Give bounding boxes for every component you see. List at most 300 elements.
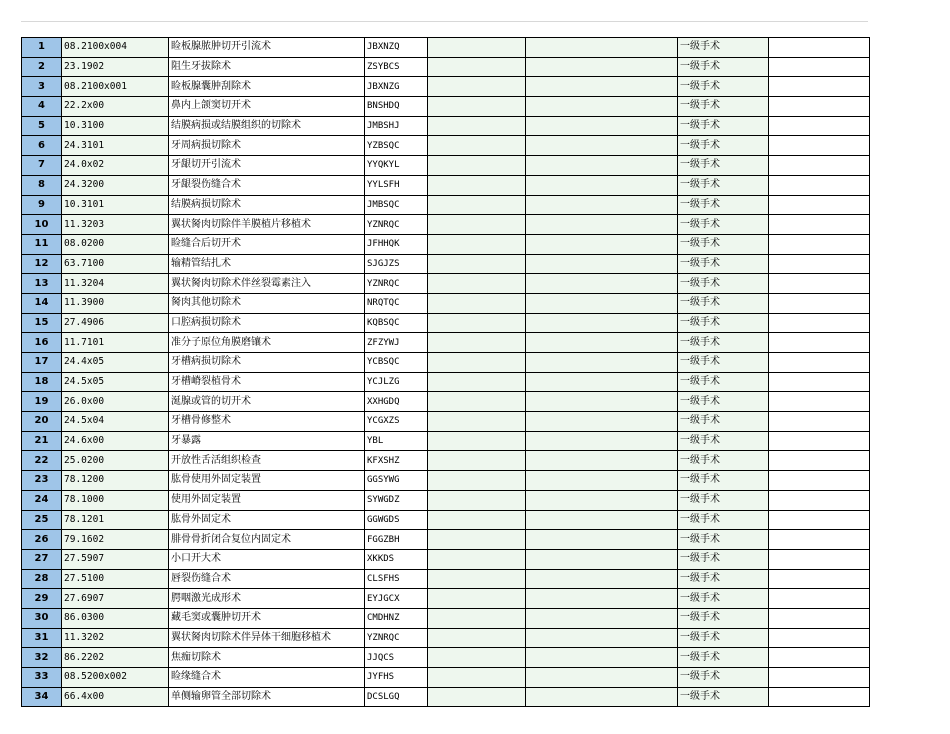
empty-cell[interactable] (526, 38, 678, 58)
abbreviation-cell[interactable]: KFXSHZ (365, 451, 428, 471)
table-row (22, 234, 870, 254)
abbreviation-cell[interactable]: GGWGDS (365, 510, 428, 530)
table-row (22, 648, 870, 668)
surgery-code-cell[interactable]: 86.0300 (62, 608, 169, 628)
surgery-name-cell[interactable]: 睑缘缝合术 (169, 668, 365, 688)
empty-cell[interactable] (769, 412, 870, 432)
empty-cell[interactable] (526, 274, 678, 294)
abbreviation-cell[interactable]: XKKDS (365, 549, 428, 569)
row-number-cell[interactable]: 14 (22, 293, 62, 313)
abbreviation-cell[interactable]: JMBSQC (365, 195, 428, 215)
surgery-code-cell[interactable]: 10.3100 (62, 116, 169, 136)
empty-cell[interactable] (769, 628, 870, 648)
empty-cell[interactable] (526, 136, 678, 156)
empty-cell[interactable] (428, 549, 526, 569)
empty-cell[interactable] (769, 234, 870, 254)
empty-cell[interactable] (428, 57, 526, 77)
empty-cell[interactable] (769, 372, 870, 392)
empty-cell[interactable] (769, 510, 870, 530)
table-row (22, 589, 870, 609)
row-number-cell[interactable]: 30 (22, 608, 62, 628)
surgery-code-cell[interactable]: 10.3101 (62, 195, 169, 215)
surgery-code-cell[interactable]: 78.1200 (62, 471, 169, 491)
row-number-cell[interactable]: 21 (22, 431, 62, 451)
surgery-name-cell[interactable]: 腓骨骨折闭合复位内固定术 (169, 530, 365, 550)
empty-cell[interactable] (526, 628, 678, 648)
abbreviation-cell[interactable]: JMBSHJ (365, 116, 428, 136)
empty-cell[interactable] (428, 116, 526, 136)
empty-cell[interactable] (526, 668, 678, 688)
surgery-level-cell[interactable]: 一级手术 (678, 628, 769, 648)
surgery-level-cell[interactable]: 一级手术 (678, 412, 769, 432)
surgery-code-cell[interactable]: 08.2100x004 (62, 38, 169, 58)
abbreviation-cell[interactable]: KQBSQC (365, 313, 428, 333)
surgery-name-cell[interactable]: 阻生牙拔除术 (169, 57, 365, 77)
surgery-level-cell[interactable]: 一级手术 (678, 372, 769, 392)
table-row (22, 333, 870, 353)
empty-cell[interactable] (526, 77, 678, 97)
abbreviation-cell[interactable]: YZBSQC (365, 136, 428, 156)
table-row (22, 668, 870, 688)
surgery-name-cell[interactable]: 睑板腺脓肿切开引流术 (169, 38, 365, 58)
empty-cell[interactable] (769, 293, 870, 313)
surgery-name-cell[interactable]: 腭咽激光成形术 (169, 589, 365, 609)
empty-cell[interactable] (769, 589, 870, 609)
empty-cell[interactable] (769, 353, 870, 373)
empty-cell[interactable] (428, 372, 526, 392)
empty-cell[interactable] (769, 215, 870, 235)
empty-cell[interactable] (428, 234, 526, 254)
empty-cell[interactable] (769, 608, 870, 628)
surgery-name-cell[interactable]: 牙龈裂伤缝合术 (169, 175, 365, 195)
empty-cell[interactable] (769, 254, 870, 274)
surgery-name-cell[interactable]: 牙槽病损切除术 (169, 353, 365, 373)
empty-cell[interactable] (526, 490, 678, 510)
abbreviation-cell[interactable]: CMDHNZ (365, 608, 428, 628)
surgery-level-cell[interactable]: 一级手术 (678, 97, 769, 117)
surgery-name-cell[interactable]: 单侧输卵管全部切除术 (169, 687, 365, 707)
table-row (22, 254, 870, 274)
row-number-cell[interactable]: 9 (22, 195, 62, 215)
empty-cell[interactable] (428, 136, 526, 156)
row-number-cell[interactable]: 31 (22, 628, 62, 648)
empty-cell[interactable] (526, 254, 678, 274)
row-number-cell[interactable]: 27 (22, 549, 62, 569)
abbreviation-cell[interactable]: NRQTQC (365, 293, 428, 313)
surgery-level-cell[interactable]: 一级手术 (678, 175, 769, 195)
table-row (22, 274, 870, 294)
surgery-code-cell[interactable]: 11.3900 (62, 293, 169, 313)
empty-cell[interactable] (526, 412, 678, 432)
surgery-name-cell[interactable]: 藏毛窦或囊肿切开术 (169, 608, 365, 628)
surgery-code-cell[interactable]: 11.3203 (62, 215, 169, 235)
empty-cell[interactable] (428, 490, 526, 510)
surgery-code-cell[interactable]: 27.5100 (62, 569, 169, 589)
table-row (22, 490, 870, 510)
surgery-name-cell[interactable]: 翼状胬肉切除术伴异体干细胞移植术 (169, 628, 365, 648)
table-row (22, 412, 870, 432)
surgery-code-cell[interactable]: 11.3202 (62, 628, 169, 648)
surgery-code-cell[interactable]: 27.4906 (62, 313, 169, 333)
surgery-level-cell[interactable]: 一级手术 (678, 38, 769, 58)
surgery-name-cell[interactable]: 牙暴露 (169, 431, 365, 451)
empty-cell[interactable] (428, 195, 526, 215)
surgery-level-cell[interactable]: 一级手术 (678, 490, 769, 510)
surgery-level-cell[interactable]: 一级手术 (678, 293, 769, 313)
row-number-cell[interactable]: 5 (22, 116, 62, 136)
empty-cell[interactable] (428, 569, 526, 589)
row-number-cell[interactable]: 17 (22, 353, 62, 373)
empty-cell[interactable] (428, 215, 526, 235)
empty-cell[interactable] (526, 195, 678, 215)
row-number-cell[interactable]: 15 (22, 313, 62, 333)
abbreviation-cell[interactable]: SYWGDZ (365, 490, 428, 510)
surgery-table (21, 37, 870, 707)
surgery-code-cell[interactable]: 27.6907 (62, 589, 169, 609)
table-row (22, 175, 870, 195)
empty-cell[interactable] (428, 668, 526, 688)
surgery-code-cell[interactable]: 86.2202 (62, 648, 169, 668)
table-row (22, 77, 870, 97)
empty-cell[interactable] (769, 57, 870, 77)
empty-cell[interactable] (526, 569, 678, 589)
surgery-code-cell[interactable]: 08.5200x002 (62, 668, 169, 688)
empty-cell[interactable] (769, 156, 870, 176)
empty-cell[interactable] (526, 451, 678, 471)
row-number-cell[interactable]: 1 (22, 38, 62, 58)
surgery-code-cell[interactable]: 08.2100x001 (62, 77, 169, 97)
surgery-level-cell[interactable]: 一级手术 (678, 431, 769, 451)
table-row (22, 549, 870, 569)
empty-cell[interactable] (769, 313, 870, 333)
row-number-cell[interactable]: 34 (22, 687, 62, 707)
surgery-code-cell[interactable]: 08.0200 (62, 234, 169, 254)
empty-cell[interactable] (428, 648, 526, 668)
empty-cell[interactable] (526, 116, 678, 136)
empty-cell[interactable] (769, 431, 870, 451)
abbreviation-cell[interactable]: JYFHS (365, 668, 428, 688)
surgery-code-cell[interactable]: 24.0x02 (62, 156, 169, 176)
empty-cell[interactable] (428, 175, 526, 195)
surgery-name-cell[interactable]: 牙槽嵴裂植骨术 (169, 372, 365, 392)
empty-cell[interactable] (526, 313, 678, 333)
empty-cell[interactable] (428, 156, 526, 176)
row-number-cell[interactable]: 12 (22, 254, 62, 274)
abbreviation-cell[interactable]: YZNRQC (365, 215, 428, 235)
empty-cell[interactable] (428, 333, 526, 353)
surgery-level-cell[interactable]: 一级手术 (678, 510, 769, 530)
empty-cell[interactable] (428, 510, 526, 530)
abbreviation-cell[interactable]: EYJGCX (365, 589, 428, 609)
abbreviation-cell[interactable]: ZSYBCS (365, 57, 428, 77)
surgery-level-cell[interactable]: 一级手术 (678, 215, 769, 235)
abbreviation-cell[interactable]: YZNRQC (365, 628, 428, 648)
empty-cell[interactable] (769, 195, 870, 215)
table-row (22, 195, 870, 215)
table-row (22, 431, 870, 451)
empty-cell[interactable] (428, 38, 526, 58)
surgery-level-cell[interactable]: 一级手术 (678, 589, 769, 609)
surgery-code-cell[interactable]: 24.3200 (62, 175, 169, 195)
abbreviation-cell[interactable]: CLSFHS (365, 569, 428, 589)
row-number-cell[interactable]: 6 (22, 136, 62, 156)
row-number-cell[interactable]: 22 (22, 451, 62, 471)
surgery-name-cell[interactable]: 翼状胬肉切除术伴丝裂霉素注入 (169, 274, 365, 294)
empty-cell[interactable] (526, 431, 678, 451)
abbreviation-cell[interactable]: ZFZYWJ (365, 333, 428, 353)
surgery-level-cell[interactable]: 一级手术 (678, 648, 769, 668)
surgery-level-cell[interactable]: 一级手术 (678, 313, 769, 333)
empty-cell[interactable] (769, 274, 870, 294)
surgery-level-cell[interactable]: 一级手术 (678, 77, 769, 97)
surgery-code-cell[interactable]: 79.1602 (62, 530, 169, 550)
surgery-level-cell[interactable]: 一级手术 (678, 195, 769, 215)
surgery-code-cell[interactable]: 66.4x00 (62, 687, 169, 707)
empty-cell[interactable] (526, 156, 678, 176)
empty-cell[interactable] (769, 392, 870, 412)
abbreviation-cell[interactable]: YYLSFH (365, 175, 428, 195)
abbreviation-cell[interactable]: JBXNZQ (365, 38, 428, 58)
abbreviation-cell[interactable]: SJGJZS (365, 254, 428, 274)
table-row (22, 372, 870, 392)
empty-cell[interactable] (526, 293, 678, 313)
surgery-name-cell[interactable]: 鼻内上颌窦切开术 (169, 97, 365, 117)
row-number-cell[interactable]: 24 (22, 490, 62, 510)
top-border-line (21, 21, 868, 22)
empty-cell[interactable] (769, 77, 870, 97)
empty-cell[interactable] (769, 569, 870, 589)
empty-cell[interactable] (769, 687, 870, 707)
empty-cell[interactable] (526, 57, 678, 77)
abbreviation-cell[interactable]: JJQCS (365, 648, 428, 668)
surgery-name-cell[interactable]: 准分子原位角膜磨镶术 (169, 333, 365, 353)
abbreviation-cell[interactable]: YCJLZG (365, 372, 428, 392)
row-number-cell[interactable]: 18 (22, 372, 62, 392)
row-number-cell[interactable]: 33 (22, 668, 62, 688)
surgery-code-cell[interactable]: 24.5x05 (62, 372, 169, 392)
surgery-level-cell[interactable]: 一级手术 (678, 136, 769, 156)
abbreviation-cell[interactable]: YYQKYL (365, 156, 428, 176)
abbreviation-cell[interactable]: BNSHDQ (365, 97, 428, 117)
surgery-level-cell[interactable]: 一级手术 (678, 333, 769, 353)
surgery-level-cell[interactable]: 一级手术 (678, 234, 769, 254)
surgery-name-cell[interactable]: 肱骨使用外固定装置 (169, 471, 365, 491)
surgery-code-cell[interactable]: 24.4x05 (62, 353, 169, 373)
surgery-name-cell[interactable]: 睑板腺囊肿刮除术 (169, 77, 365, 97)
abbreviation-cell[interactable]: YCGXZS (365, 412, 428, 432)
row-number-cell[interactable]: 19 (22, 392, 62, 412)
table-row (22, 293, 870, 313)
table-row (22, 687, 870, 707)
row-number-cell[interactable]: 23 (22, 471, 62, 491)
table-row (22, 313, 870, 333)
row-number-cell[interactable]: 11 (22, 234, 62, 254)
empty-cell[interactable] (428, 412, 526, 432)
empty-cell[interactable] (769, 648, 870, 668)
empty-cell[interactable] (526, 333, 678, 353)
empty-cell[interactable] (428, 530, 526, 550)
empty-cell[interactable] (526, 392, 678, 412)
empty-cell[interactable] (428, 353, 526, 373)
table-row (22, 136, 870, 156)
table-row (22, 38, 870, 58)
row-number-cell[interactable]: 8 (22, 175, 62, 195)
abbreviation-cell[interactable]: DCSLGQ (365, 687, 428, 707)
abbreviation-cell[interactable]: GGSYWG (365, 471, 428, 491)
surgery-name-cell[interactable]: 结膜病损切除术 (169, 195, 365, 215)
abbreviation-cell[interactable]: YZNRQC (365, 274, 428, 294)
surgery-name-cell[interactable]: 焦痂切除术 (169, 648, 365, 668)
row-number-cell[interactable]: 10 (22, 215, 62, 235)
empty-cell[interactable] (428, 293, 526, 313)
surgery-level-cell[interactable]: 一级手术 (678, 353, 769, 373)
surgery-level-cell[interactable]: 一级手术 (678, 274, 769, 294)
empty-cell[interactable] (428, 97, 526, 117)
abbreviation-cell[interactable]: JBXNZG (365, 77, 428, 97)
empty-cell[interactable] (526, 530, 678, 550)
empty-cell[interactable] (428, 608, 526, 628)
surgery-name-cell[interactable]: 小口开大术 (169, 549, 365, 569)
surgery-name-cell[interactable]: 涎腺或管的切开术 (169, 392, 365, 412)
empty-cell[interactable] (769, 490, 870, 510)
row-number-cell[interactable]: 29 (22, 589, 62, 609)
surgery-level-cell[interactable]: 一级手术 (678, 471, 769, 491)
empty-cell[interactable] (428, 254, 526, 274)
empty-cell[interactable] (428, 628, 526, 648)
surgery-name-cell[interactable]: 牙槽骨修整术 (169, 412, 365, 432)
surgery-level-cell[interactable]: 一级手术 (678, 687, 769, 707)
surgery-name-cell[interactable]: 胬肉其他切除术 (169, 293, 365, 313)
surgery-code-cell[interactable]: 24.5x04 (62, 412, 169, 432)
empty-cell[interactable] (526, 549, 678, 569)
surgery-level-cell[interactable]: 一级手术 (678, 569, 769, 589)
empty-cell[interactable] (769, 333, 870, 353)
table-row (22, 57, 870, 77)
empty-cell[interactable] (526, 510, 678, 530)
empty-cell[interactable] (769, 549, 870, 569)
surgery-code-cell[interactable]: 26.0x00 (62, 392, 169, 412)
table-row (22, 510, 870, 530)
row-number-cell[interactable]: 7 (22, 156, 62, 176)
table-row (22, 116, 870, 136)
empty-cell[interactable] (526, 175, 678, 195)
row-number-cell[interactable]: 3 (22, 77, 62, 97)
surgery-name-cell[interactable]: 睑缝合后切开术 (169, 234, 365, 254)
surgery-code-cell[interactable]: 24.6x00 (62, 431, 169, 451)
empty-cell[interactable] (526, 215, 678, 235)
surgery-level-cell[interactable]: 一级手术 (678, 530, 769, 550)
surgery-level-cell[interactable]: 一级手术 (678, 549, 769, 569)
surgery-name-cell[interactable]: 翼状胬肉切除伴羊膜植片移植术 (169, 215, 365, 235)
empty-cell[interactable] (428, 77, 526, 97)
surgery-level-cell[interactable]: 一级手术 (678, 57, 769, 77)
surgery-name-cell[interactable]: 牙龈切开引流术 (169, 156, 365, 176)
empty-cell[interactable] (769, 38, 870, 58)
surgery-code-cell[interactable]: 78.1000 (62, 490, 169, 510)
empty-cell[interactable] (526, 648, 678, 668)
surgery-name-cell[interactable]: 口腔病损切除术 (169, 313, 365, 333)
row-number-cell[interactable]: 20 (22, 412, 62, 432)
abbreviation-cell[interactable]: JFHHQK (365, 234, 428, 254)
empty-cell[interactable] (526, 353, 678, 373)
abbreviation-cell[interactable]: XXHGDQ (365, 392, 428, 412)
surgery-name-cell[interactable]: 使用外固定装置 (169, 490, 365, 510)
surgery-code-cell[interactable]: 11.7101 (62, 333, 169, 353)
empty-cell[interactable] (526, 687, 678, 707)
surgery-level-cell[interactable]: 一级手术 (678, 156, 769, 176)
empty-cell[interactable] (428, 274, 526, 294)
surgery-name-cell[interactable]: 结膜病损或结膜组织的切除术 (169, 116, 365, 136)
surgery-level-cell[interactable]: 一级手术 (678, 451, 769, 471)
surgery-level-cell[interactable]: 一级手术 (678, 668, 769, 688)
empty-cell[interactable] (428, 471, 526, 491)
row-number-cell[interactable]: 4 (22, 97, 62, 117)
empty-cell[interactable] (769, 116, 870, 136)
surgery-level-cell[interactable]: 一级手术 (678, 608, 769, 628)
empty-cell[interactable] (526, 97, 678, 117)
row-number-cell[interactable]: 28 (22, 569, 62, 589)
row-number-cell[interactable]: 13 (22, 274, 62, 294)
surgery-code-cell[interactable]: 25.0200 (62, 451, 169, 471)
surgery-code-cell[interactable]: 23.1902 (62, 57, 169, 77)
empty-cell[interactable] (526, 471, 678, 491)
surgery-name-cell[interactable]: 肱骨外固定术 (169, 510, 365, 530)
empty-cell[interactable] (769, 451, 870, 471)
surgery-name-cell[interactable]: 输精管结扎术 (169, 254, 365, 274)
surgery-level-cell[interactable]: 一级手术 (678, 392, 769, 412)
empty-cell[interactable] (526, 234, 678, 254)
empty-cell[interactable] (769, 136, 870, 156)
row-number-cell[interactable]: 32 (22, 648, 62, 668)
surgery-level-cell[interactable]: 一级手术 (678, 254, 769, 274)
table-row (22, 156, 870, 176)
surgery-name-cell[interactable]: 唇裂伤缝合术 (169, 569, 365, 589)
empty-cell[interactable] (428, 589, 526, 609)
empty-cell[interactable] (428, 687, 526, 707)
empty-cell[interactable] (526, 608, 678, 628)
empty-cell[interactable] (769, 668, 870, 688)
empty-cell[interactable] (769, 175, 870, 195)
abbreviation-cell[interactable]: FGGZBH (365, 530, 428, 550)
empty-cell[interactable] (526, 589, 678, 609)
abbreviation-cell[interactable]: YCBSQC (365, 353, 428, 373)
surgery-name-cell[interactable]: 开放性舌活组织检查 (169, 451, 365, 471)
surgery-code-cell[interactable]: 78.1201 (62, 510, 169, 530)
surgery-code-cell[interactable]: 63.7100 (62, 254, 169, 274)
empty-cell[interactable] (769, 97, 870, 117)
empty-cell[interactable] (526, 372, 678, 392)
empty-cell[interactable] (428, 431, 526, 451)
empty-cell[interactable] (428, 392, 526, 412)
empty-cell[interactable] (428, 451, 526, 471)
row-number-cell[interactable]: 2 (22, 57, 62, 77)
empty-cell[interactable] (769, 471, 870, 491)
table-row (22, 215, 870, 235)
surgery-code-cell[interactable]: 24.3101 (62, 136, 169, 156)
surgery-code-cell[interactable]: 27.5907 (62, 549, 169, 569)
empty-cell[interactable] (428, 313, 526, 333)
surgery-level-cell[interactable]: 一级手术 (678, 116, 769, 136)
empty-cell[interactable] (769, 530, 870, 550)
row-number-cell[interactable]: 25 (22, 510, 62, 530)
row-number-cell[interactable]: 26 (22, 530, 62, 550)
surgery-code-cell[interactable]: 11.3204 (62, 274, 169, 294)
table-row (22, 353, 870, 373)
abbreviation-cell[interactable]: YBL (365, 431, 428, 451)
surgery-code-cell[interactable]: 22.2x00 (62, 97, 169, 117)
row-number-cell[interactable]: 16 (22, 333, 62, 353)
surgery-name-cell[interactable]: 牙周病损切除术 (169, 136, 365, 156)
